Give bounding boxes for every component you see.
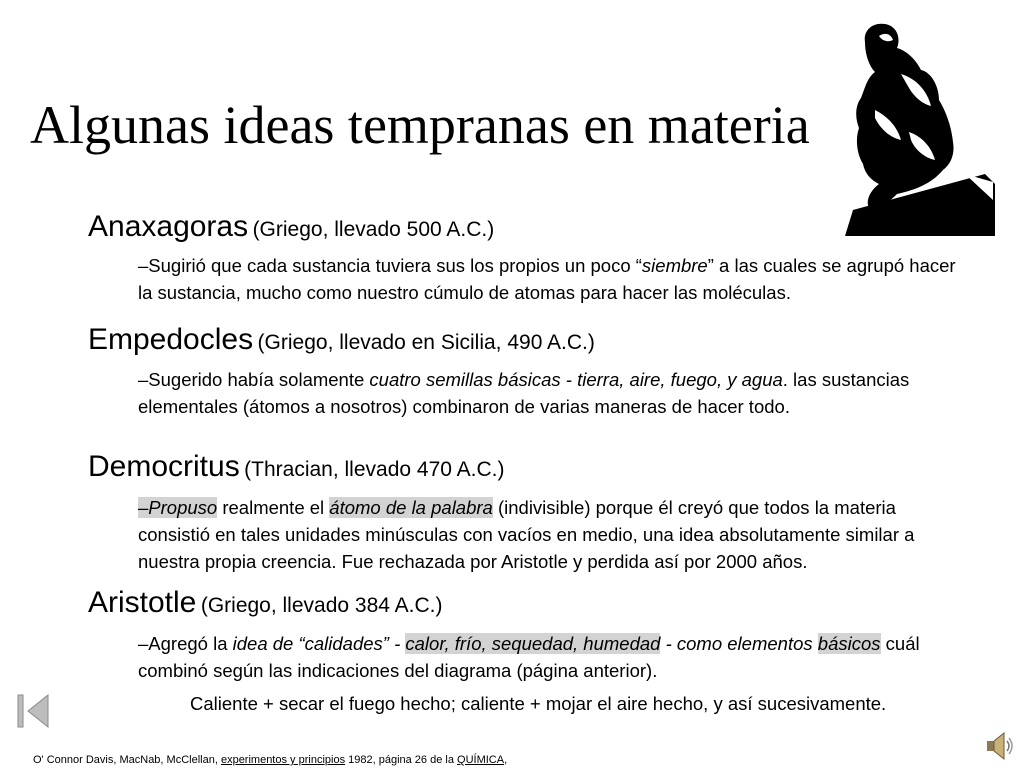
text-run: realmente el: [217, 497, 330, 518]
text-run: 1982, página 26 de la: [345, 754, 458, 766]
topic-name: Anaxagoras: [88, 210, 249, 243]
topic-aristotle: [88, 586, 442, 620]
text-run: básicos: [817, 633, 881, 654]
text-run: calor, frío, sequedad, humedad: [405, 633, 661, 654]
text-run: cuatro semillas básicas - tierra, aire, fuego, y agua: [369, 369, 783, 390]
thinker-statue-icon: [835, 14, 995, 240]
topic-meta: (Griego, llevado 500 A.C.): [252, 218, 495, 241]
topic-meta: (Griego, llevado en Sicilia, 490 A.C.): [257, 331, 595, 354]
text-run: –Sugerido había solamente: [138, 369, 370, 390]
slide-title: Algunas ideas tempranas en materia: [30, 95, 810, 155]
text-run: siembre: [641, 255, 708, 276]
anaxagoras-description: [138, 252, 973, 306]
text-run: . las sustancias elementales (átomos a nosotros) combinaron de varias maneras de hacer todo.: [138, 369, 910, 417]
speaker-icon[interactable]: [985, 730, 1015, 762]
topic-anaxagoras: [88, 210, 494, 244]
democritus-description: [138, 494, 973, 575]
text-run: –Agregó la: [138, 633, 233, 654]
first-slide-icon[interactable]: [16, 693, 50, 729]
topic-meta: (Thracian, llevado 470 A.C.): [244, 458, 505, 481]
aristotle-example: Caliente + secar el fuego hecho; caliente + mojar el aire hecho, y así sucesivamente.: [190, 693, 887, 714]
text-run: cuál combinó según las indicaciones del diagrama (página anterior).: [138, 633, 920, 681]
text-run: (indivisible) porque él creyó que todos la materia consistió en tales unidades minúsculas con vacíos en medio, una idea absolutamente similar a nuestra propia creencia. Fue rechazada por Aristotle y perdida así por 2000 años.: [138, 497, 915, 572]
text-run: ” a las cuales se agrupó hacer la sustancia, mucho como nuestro cúmulo de atomas para hacer las moléculas.: [138, 255, 956, 303]
topic-democritus: [88, 450, 504, 484]
citation-footer: [33, 754, 507, 766]
text-run: idea de “calidades” -: [232, 633, 406, 654]
topic-name: Democritus: [88, 450, 240, 483]
text-run: átomo de la palabra: [329, 497, 493, 518]
topic-name: Empedocles: [88, 323, 254, 356]
text-run: –Propuso: [138, 497, 218, 518]
text-run: - como elementos: [660, 633, 818, 654]
topic-empedocles: [88, 323, 595, 357]
text-run: O' Connor Davis, MacNab, McClellan,: [33, 754, 221, 766]
text-run: –Sugirió que cada sustancia tuviera sus los propios un poco “: [138, 255, 642, 276]
empedocles-description: [138, 366, 973, 420]
aristotle-description: [138, 630, 973, 684]
topic-name: Aristotle: [88, 586, 197, 619]
citation-link[interactable]: QUÍMICA: [457, 754, 505, 766]
text-run: ,: [504, 754, 508, 766]
topic-meta: (Griego, llevado 384 A.C.): [200, 594, 443, 617]
citation-link[interactable]: experimentos y principios: [220, 754, 346, 766]
